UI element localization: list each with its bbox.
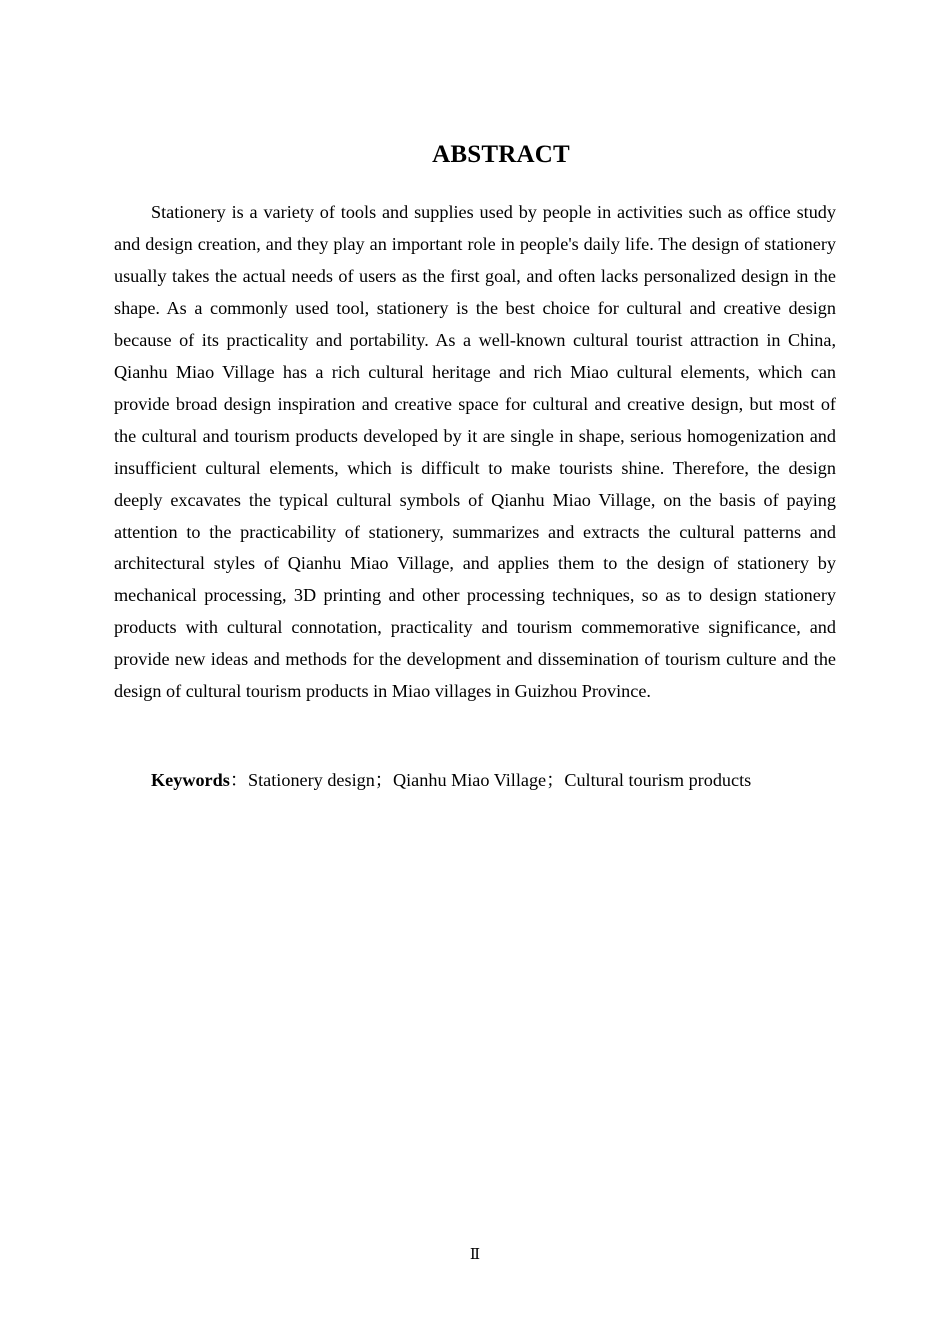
page-number: Ⅱ	[469, 1247, 481, 1263]
keywords-line	[151, 765, 851, 795]
keywords-label: Keywords	[151, 770, 230, 790]
keywords-list: Stationery design；Qianhu Miao Village；Cultural tourism products	[248, 770, 752, 790]
keywords-separator: ：	[229, 770, 249, 790]
abstract-title: ABSTRACT	[432, 141, 570, 168]
abstract-body-text: Stationery is a variety of tools and supplies used by people in activities such as office study and design creation, and they play an important role in people's daily life. The design of stationery usually takes the actual needs of users as the first goal, and often lacks personalized design in the shape. As a commonly used tool, stationery is the best choice for cultural and creative design because of its practicality and portability. As a well-known cultural tourist attraction in China, Qianhu Miao Village has a rich cultural heritage and rich Miao cultural elements, which can provide broad design inspiration and creative space for cultural and creative design, but most of the cultural and tourism products developed by it are single in shape, serious homogenization and insufficient cultural elements, which is difficult to make tourists shine. Therefore, the design deeply excavates the typical cultural symbols of Qianhu Miao Village, on the basis of paying attention to the practicability of stationery, summarizes and extracts the cultural patterns and architectural styles of Qianhu Miao Village, and applies them to the design of stationery by mechanical processing, 3D printing and other processing techniques, so as to design stationery products with cultural connotation, practicality and tourism commemorative significance, and provide new ideas and methods for the development and dissemination of tourism culture and the design of cultural tourism products in Miao villages in Guizhou Province.	[114, 202, 836, 702]
